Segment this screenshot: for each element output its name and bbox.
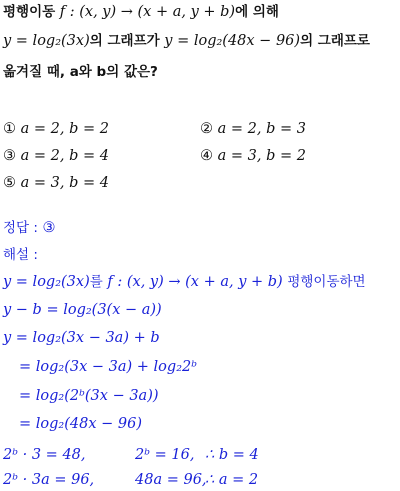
solution-line-8b: 48a = 96, [135,472,207,488]
math-equation: y = log₂(3x) [3,33,90,49]
choice-1[interactable] [3,119,109,139]
choice-label: ③ [3,148,16,164]
solution-line-7b: 2ᵇ = 16, [135,447,195,463]
solution-line-7c: ∴ b = 4 [205,447,259,463]
choice-text: a = 2, b = 2 [20,121,109,137]
solution-text: 평행이동하면 [287,274,366,290]
choice-2[interactable] [200,119,306,139]
choice-3[interactable] [3,146,109,166]
solution-text: 를 [89,274,103,290]
math-equation: y = log₂(3x) [3,274,90,290]
math-mapping: f : (x, y) → (x + a, y + b) [107,274,283,290]
solution-line-6: = log₂(48x − 96) [19,416,142,432]
choice-label: ④ [200,148,213,164]
answer-value: ③ [42,220,56,236]
choice-5[interactable] [3,173,109,193]
problem-text: 의 그래프가 [89,33,160,49]
choice-text: a = 3, b = 2 [217,148,306,164]
problem-text: 에 의해 [235,4,279,20]
math-equation: y = log₂(48x − 96) [164,33,301,49]
problem-text: 의 그래프로 [300,33,370,49]
problem-line-1 [3,2,279,22]
problem-line-3: 옮겨질 때, a와 b의 값은? [3,64,158,80]
solution-line-8c: ∴ a = 2 [205,472,259,488]
choice-label: ⑤ [3,175,16,191]
choice-text: a = 2, b = 3 [217,121,306,137]
answer-label: 정답 : [3,220,38,236]
solution-line-3: y = log₂(3x − 3a) + b [3,330,160,346]
choice-text: a = 3, b = 4 [20,175,109,191]
solution-line-7a: 2ᵇ · 3 = 48, [3,447,86,463]
solution-label: 해설 : [3,247,38,263]
solution-line-4: = log₂(3x − 3a) + log₂2ᵇ [19,359,198,375]
choice-text: a = 2, b = 4 [20,148,109,164]
solution-line-1 [3,272,366,292]
problem-line-2 [3,31,370,51]
solution-line-2: y − b = log₂(3(x − a)) [3,302,162,318]
solution-line-5: = log₂(2ᵇ(3x − 3a)) [19,388,159,404]
choice-4[interactable] [200,146,306,166]
choice-label: ② [200,121,213,137]
answer-line [3,218,56,238]
solution-line-8a: 2ᵇ · 3a = 96, [3,472,95,488]
problem-text: 평행이동 [3,4,56,20]
math-mapping: f : (x, y) → (x + a, y + b) [59,4,236,20]
choice-label: ① [3,121,16,137]
